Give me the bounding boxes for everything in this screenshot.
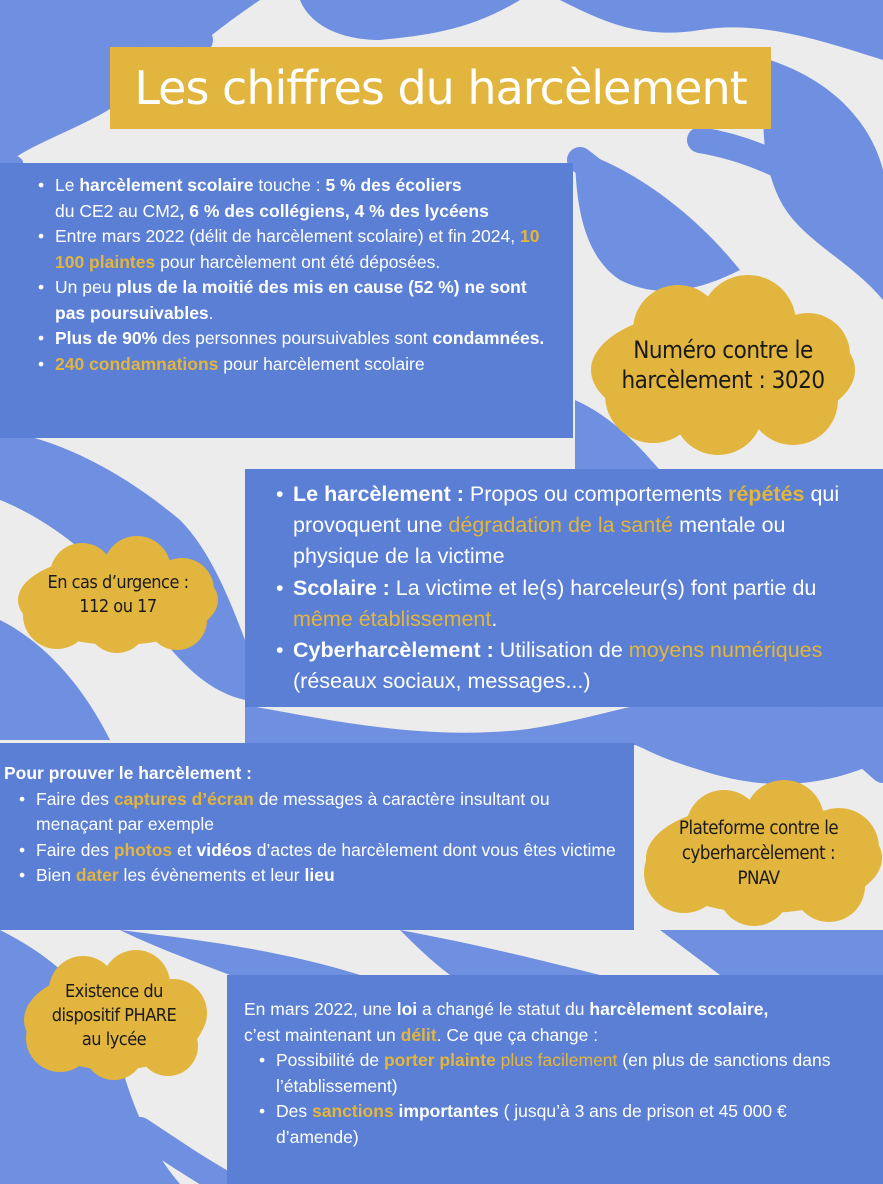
cloud-line: En cas d’urgence : (47, 572, 189, 593)
cloud-plateforme-text (634, 778, 883, 928)
page-title: Les chiffres du harcèlement (134, 61, 747, 115)
stats-box (0, 163, 573, 438)
cloud-phare (18, 948, 210, 1083)
prouver-box (0, 743, 634, 930)
list-item: • Faire des photos et vidéos d’actes de harcèlement dont vous êtes victime (36, 838, 620, 864)
loi-list (276, 1048, 869, 1150)
list-item: • Bien dater les évènements et leur lieu (36, 863, 620, 889)
list-item: • Des sanctions importantes ( jusqu’à 3 ans de prison et 45 000 € d’amende) (276, 1099, 869, 1150)
definitions-list (293, 479, 877, 697)
cloud-line: Plateforme contre le (678, 817, 839, 839)
list-item: • Un peu plus de la moitié des mis en cause (52 %) ne sont pas poursuivables. (55, 275, 559, 326)
list-item: • Plus de 90% des personnes poursuivables sont condamnées. (55, 326, 559, 352)
list-item: • Faire des captures d’écran de messages à caractère insultant ou menaçant par exemple (36, 787, 620, 838)
cloud-line: 112 ou 17 (79, 596, 157, 617)
cloud-line: Existence du (65, 980, 163, 1002)
cloud-numero-text (583, 275, 863, 455)
cloud-phare-text (18, 948, 210, 1083)
list-item: • Scolaire : La victime et le(s) harceleur(s) font partie du même établissement. (293, 573, 877, 635)
stats-list (55, 173, 559, 377)
cloud-line: au lycée (81, 1028, 147, 1050)
cloud-line: Numéro contre le (633, 336, 813, 364)
prouver-heading: Pour prouver le harcèlement : (4, 763, 252, 783)
cloud-numero (583, 275, 863, 455)
cloud-urgence-text (12, 535, 224, 655)
loi-intro: En mars 2022, une loi a changé le statut du harcèlement scolaire, c’est maintenant un délit. Ce que ça change : (244, 999, 769, 1045)
cloud-line: PNAV (737, 867, 780, 889)
cloud-plateforme (634, 778, 883, 928)
prouver-list (36, 787, 620, 889)
cloud-urgence (12, 535, 224, 655)
list-item: • Entre mars 2022 (délit de harcèlement scolaire) et fin 2024, 10 100 plaintes pour harcèlement ont été déposées. (55, 224, 559, 275)
list-item: • 240 condamnations pour harcèlement scolaire (55, 352, 559, 378)
cloud-line: harcèlement : 3020 (621, 366, 825, 394)
title-banner (110, 47, 771, 129)
cloud-line: cyberharcèlement : (681, 842, 836, 864)
list-item: • Cyberharcèlement : Utilisation de moyens numériques (réseaux sociaux, messages...) (293, 635, 877, 697)
loi-box (227, 975, 883, 1184)
list-item: • Le harcèlement : Propos ou comportements répétés qui provoquent une dégradation de la santé mentale ou physique de la victime (293, 479, 877, 573)
list-item: • Possibilité de porter plainte plus facilement (en plus de sanctions dans l’établissement) (276, 1048, 869, 1099)
definitions-box (245, 469, 883, 707)
list-item: • Le harcèlement scolaire touche : 5 % des écoliers du CE2 au CM2, 6 % des collégiens, 4 % des lycéens (55, 173, 559, 224)
cloud-line: dispositif PHARE (51, 1004, 177, 1026)
